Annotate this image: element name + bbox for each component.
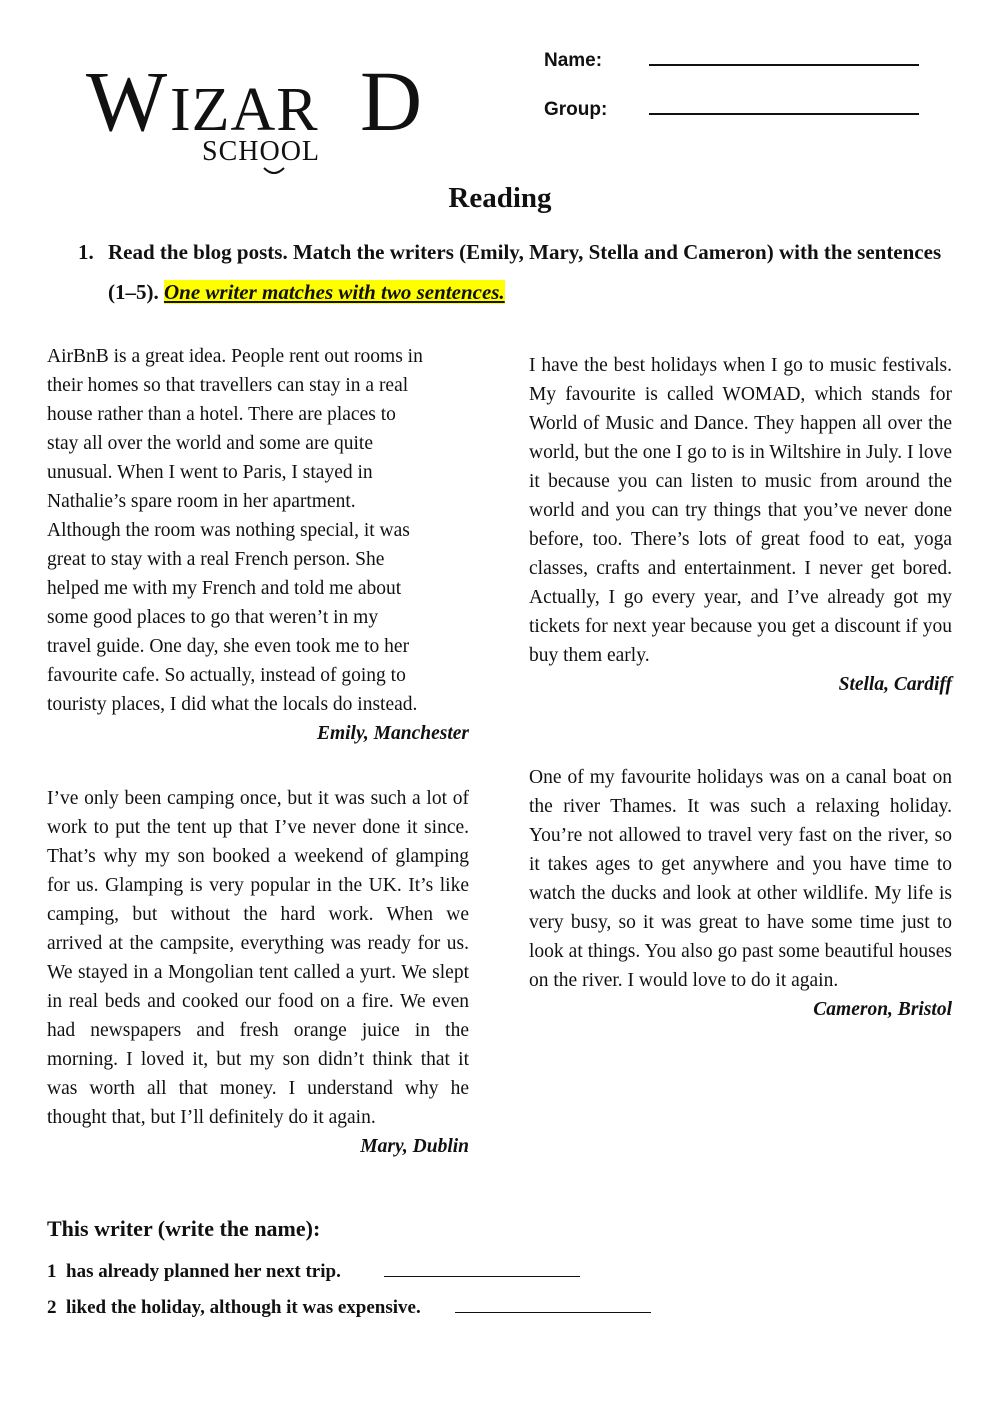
instruction-text: Read the blog posts. Match the writers (Emily, Mary, Stella and Cameron) with the sentences (1–5).: [108, 240, 942, 304]
logo-letter-w: W: [86, 53, 168, 149]
task-heading: This writer (write the name):: [47, 1216, 321, 1241]
name-blank[interactable]: [649, 60, 919, 66]
logo-subtitle: SCHOOL: [202, 136, 321, 167]
name-field[interactable]: [544, 50, 919, 72]
instruction-highlight: One writer matches with two sentences.: [164, 280, 505, 304]
text-line: favourite cafe. So actually, instead of going to: [47, 665, 406, 686]
stella-signature: Stella, Cardiff: [838, 674, 952, 695]
task-number: 2: [47, 1297, 57, 1318]
blog-post-stella: [529, 351, 952, 699]
task-item: [47, 1261, 580, 1283]
group-label: Group:: [544, 99, 608, 120]
text-line: stay all over the world and some are quite: [47, 433, 373, 454]
text-line: Nathalie’s spare room in her apartment.: [47, 491, 356, 512]
blog-post-mary: [47, 784, 469, 1161]
text-line: great to stay with a real French person. She: [47, 549, 385, 570]
text-line: travel guide. One day, she even took me to her: [47, 636, 410, 657]
text-line: their homes so that travellers can stay in a real: [47, 375, 409, 396]
text-line: touristy places, I did what the locals do instead.: [47, 694, 418, 715]
task-text: has already planned her next trip.: [66, 1261, 341, 1282]
task-item: [47, 1297, 651, 1319]
task-number: 1: [47, 1261, 57, 1282]
task-text: liked the holiday, although it was expensive.: [66, 1297, 421, 1318]
answer-blank[interactable]: [455, 1308, 651, 1313]
logo-smile-icon: [264, 168, 284, 173]
answer-blank[interactable]: [384, 1272, 580, 1277]
cameron-text: One of my favourite holidays was on a canal boat on the river Thames. It was such a relaxing holiday. You’re not allowed to travel very fast on the river, so it takes ages to get anywhere and you have time to watch the ducks and look at other wildlife. My life is very busy, so it was great to have some time just to look at things. You also go past some beautiful houses on the river. I would love to do it again.: [529, 767, 952, 991]
mary-signature: Mary, Dublin: [360, 1136, 469, 1157]
group-field[interactable]: [544, 99, 919, 121]
instruction-number: 1.: [78, 240, 94, 264]
text-line: unusual. When I went to Paris, I stayed in: [47, 462, 373, 483]
emily-text: [47, 342, 469, 719]
text-line: helped me with my French and told me about: [47, 578, 402, 599]
cameron-signature: Cameron, Bristol: [813, 999, 952, 1020]
name-label: Name:: [544, 50, 603, 71]
blog-post-cameron: [529, 763, 952, 1024]
mary-text: I’ve only been camping once, but it was such a lot of work to put the tent up that I’ve never done it since. That’s why my son booked a weekend of glamping for us. Glamping is very popular in the UK. It’s like camping, but without the hard work. When we arrived at the campsite, everything was ready for us. We stayed in a Mongolian tent called a yurt. We slept in real beds and cooked our food on a fire. We even had newspapers and fresh orange juice in the morning. I loved it, but my son didn’t think that it was worth all that money. I understand why he thought that, but I’ll definitely do it again.: [47, 788, 469, 1128]
exercise-instruction: [78, 232, 958, 312]
blog-post-emily: [47, 342, 469, 748]
text-line: Although the room was nothing special, it was: [47, 520, 410, 541]
text-line: some good places to go that weren’t in my: [47, 607, 379, 628]
stella-text: I have the best holidays when I go to music festivals. My favourite is called WOMAD, which stands for World of Music and Dance. They happen all over the world, but the one I go to is in Wiltshire in July. I love it because you can listen to music from around the world and you can try things that you’ve never done before, too. There’s lots of great food to eat, yoga classes, crafts and entertainment. I never get bored. Actually, I go every year, and I’ve already got my tickets for next year because you get a discount if you buy them early.: [529, 355, 952, 666]
text-line: house rather than a hotel. There are places to: [47, 404, 396, 425]
logo-letter-d: D: [360, 53, 423, 149]
wizard-school-logo: [78, 52, 468, 182]
group-blank[interactable]: [649, 109, 919, 115]
emily-signature: Emily, Manchester: [316, 723, 469, 744]
page-title: Reading: [448, 182, 552, 214]
text-line: AirBnB is a great idea. People rent out rooms in: [47, 346, 423, 367]
logo-letters: IZAR: [170, 76, 319, 144]
